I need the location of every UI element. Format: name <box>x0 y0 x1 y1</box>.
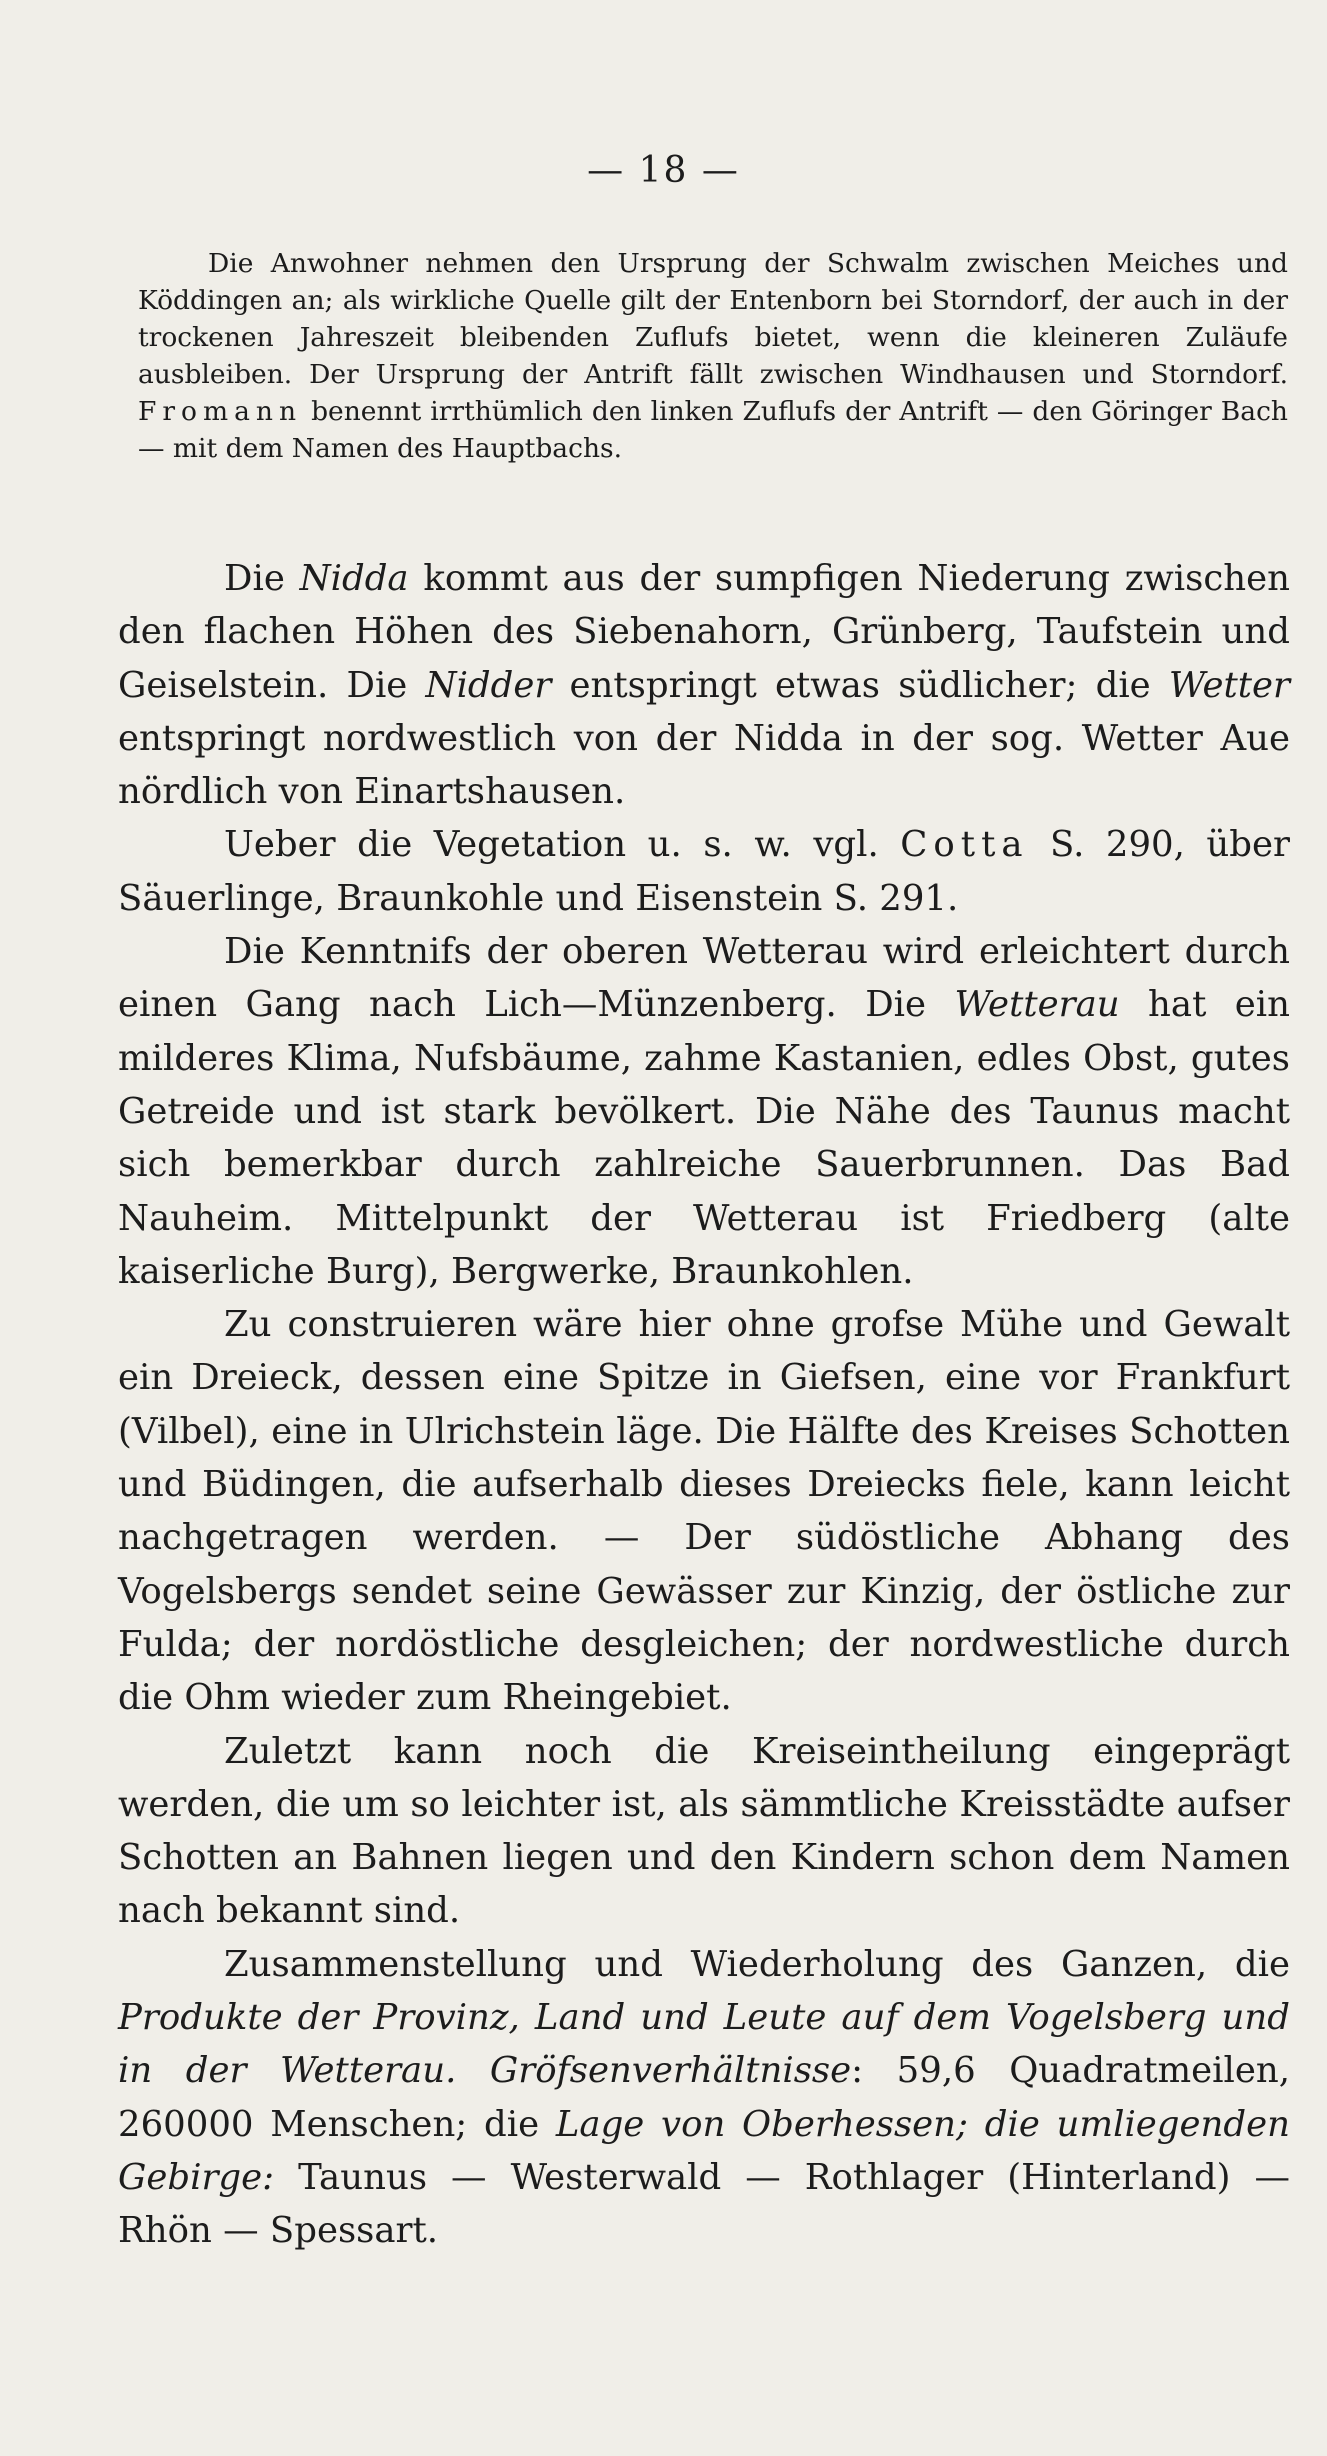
paragraph-dreieck: Zu construieren wäre hier ohne grofse Mühe und Gewalt ein Dreieck, dessen eine Spitze in Giefsen, eine vor Frankfurt (Vilbel), eine in Ulrichstein läge. Die Hälfte des Kreises Schotten und Büdingen, die aufserhalb dieses Dreiecks fiele, kann leicht nachgetragen werden. — Der südöstliche Abhang des Vogelsbergs sendet seine Gewässer zur Kinzig, der östliche zur Fulda; der nordöstliche desgleichen; der nordwestliche durch die Ohm wieder zum Rheingebiet. <box>118 1304 1290 1719</box>
page-number: — 18 — <box>587 150 740 191</box>
text-run: Ueber die Vegetation u. s. w. vgl. <box>224 824 901 866</box>
text-run: Die Anwohner nehmen den Ursprung der Schwalm zwischen Meiches und Köddingen an; als wirkliche Quelle gilt der Entenborn bei Storndorf, der auch in der trockenen Jahreszeit bleibenden Zuflufs bietet, wenn die kleineren Zuläufe ausbleiben. Der Ursprung der Antrift fällt zwischen Windhausen und Storndorf. <box>138 248 1288 390</box>
paragraph-kreiseintheilung: Zuletzt kann noch die Kreiseintheilung eingeprägt werden, die um so leichter ist, als sämmtliche Kreisstädte aufser Schotten an Bahnen liegen und den Kindern schon dem Namen nach bekannt sind. <box>118 1730 1290 1932</box>
text-run: benennt irrthümlich den linken Zuflufs der Antrift — den Göringer Bach — mit dem Namen des Hauptbachs. <box>138 396 1288 464</box>
paragraph-zusammenstellung <box>118 1938 1290 2258</box>
emphasis: Lage von Oberhessen; die umliegenden Gebirge: <box>118 2103 1290 2198</box>
text-run: Die <box>224 558 300 599</box>
emphasis: Wetter <box>1168 664 1290 706</box>
text-run: Taunus — Westerwald — Rothlager (Hinterland) — Rhön — Spessart. <box>118 2156 1290 2252</box>
emphasis: Nidder <box>425 664 552 706</box>
small-paragraph <box>138 245 1288 467</box>
main-text <box>118 552 1290 2258</box>
emphasis: Wetterau <box>954 984 1120 1026</box>
paragraph-wetterau <box>118 925 1290 1298</box>
text-run: : 59,6 Quadratmeilen, 260000 Menschen; die <box>118 2050 1290 2145</box>
spaced-author-name: Cotta <box>900 824 1029 866</box>
text-run: Die Kenntnifs der oberen Wetterau wird erleichtert durch einen Gang nach Lich—Münzenberg. Die <box>118 931 1290 1026</box>
text-run: entspringt nordwestlich von der Nidda in der sog. Wetter Aue nördlich von Einartshausen. <box>118 717 1290 813</box>
spaced-author-name: Fromann <box>138 396 303 427</box>
small-print-paragraph <box>138 245 1288 467</box>
text-run: S. 290, über Säuerlinge, Braunkohle und Eisenstein S. 291. <box>118 824 1290 919</box>
text-run: entspringt etwas südlicher; die <box>551 664 1169 706</box>
emphasis: Nidda <box>299 558 409 599</box>
text-run: hat ein milderes Klima, Nufsbäume, zahme Kastanien, edles Obst, gutes Getreide und ist stark bevölkert. Die Nähe des Taunus macht sich bemerkbar durch zahlreiche Sauerbrunnen. Das Bad Nauheim. Mittelpunkt der Wetterau ist Friedberg (alte kaiserliche Burg), Bergwerke, Braunkohlen. <box>118 984 1290 1292</box>
paragraph-nidda <box>118 552 1290 818</box>
emphasis: Produkte der Provinz, Land und Leute auf dem Vogelsberg und in der Wetterau. Gröfsenverhältnisse <box>118 1997 1290 2092</box>
text-run: kommt aus der sumpfigen Niederung zwischen den flachen Höhen des Siebenahorn, Grünberg, Taufstein und Geiselstein. Die <box>118 558 1290 706</box>
text-run: Zusammenstellung und Wiederholung des Ganzen, die <box>224 1943 1290 1985</box>
paragraph-vegetation <box>118 818 1290 925</box>
